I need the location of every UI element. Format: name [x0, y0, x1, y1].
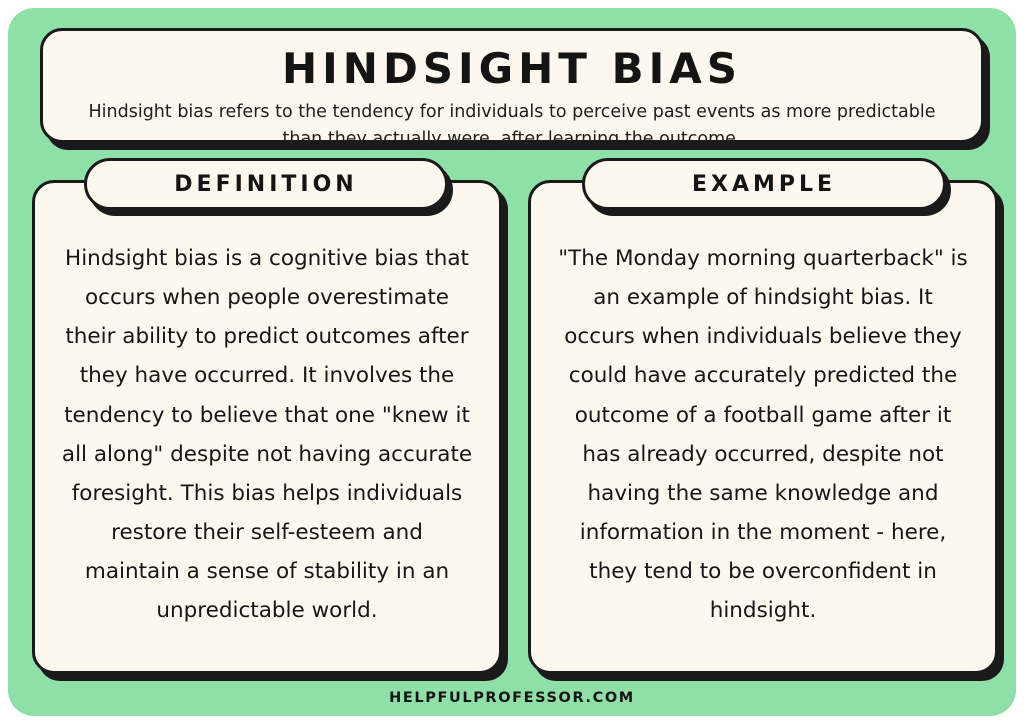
example-label-pill [582, 158, 946, 210]
definition-card [32, 180, 502, 674]
definition-label-pill [84, 158, 448, 210]
example-body: "The Monday morning quarterback" is an example of hindsight bias. It occurs when individuals believe they could have accurately predicted the outcome of a football game after it has already occurred, despite not having the same knowledge and information in the moment - here, they tend to be overconfident in hindsight. [558, 246, 968, 624]
definition-body: Hindsight bias is a cognitive bias that occurs when people overestimate their ability to predict outcomes after they have occurred. It involves the tendency to believe that one "knew it all along" despite not having accurate foresight. This bias helps individuals restore their self-esteem and maintain a sense of stability in an unpredictable world. [61, 246, 473, 624]
example-card [528, 180, 998, 674]
source-attribution: HELPFULPROFESSOR.COM [389, 690, 635, 706]
page-subtitle: Hindsight bias refers to the tendency for individuals to perceive past events as more predictable than they actually were, after learning the outcome. [88, 102, 936, 149]
page-title: HINDSIGHT BIAS [282, 44, 742, 93]
poster-background [8, 8, 1016, 716]
definition-label: DEFINITION [174, 171, 358, 197]
example-label: EXAMPLE [691, 171, 837, 197]
header-card [40, 28, 984, 149]
